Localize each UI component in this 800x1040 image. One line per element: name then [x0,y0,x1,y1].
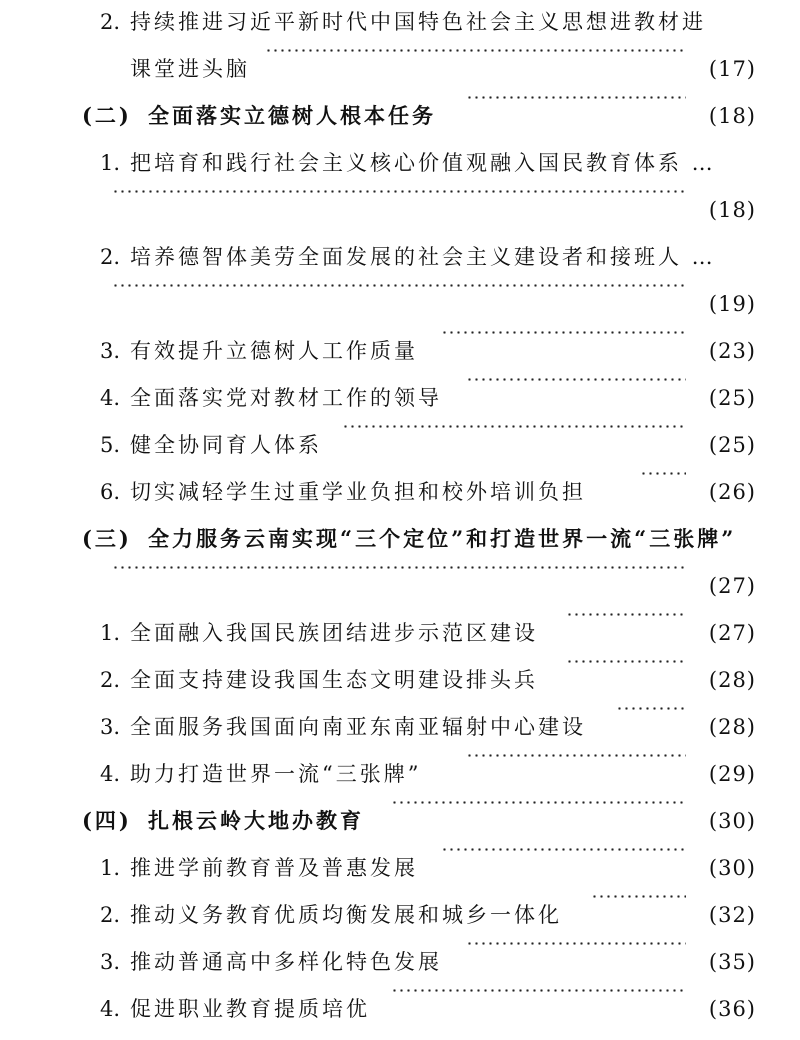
entry-title: 把培育和践行社会主义核心价值观融入国民教育体系 … [130,151,716,175]
dot-leader [616,707,686,710]
entry-number: 3. [100,715,121,739]
entry-number: 4. [100,386,121,410]
dot-leader [441,848,686,851]
toc-entry-continued [0,190,800,230]
entry-number: 1. [100,151,121,175]
toc-entry [0,895,800,935]
page-number: (27) [708,574,756,598]
toc-entry [0,848,800,888]
entry-title: 课堂进头脑 [130,57,250,81]
page-number: (18) [708,198,756,222]
dot-leader [441,331,686,334]
toc-section [0,96,800,136]
dot-leader [466,378,686,381]
entry-title: 全面支持建设我国生态文明建设排头兵 [130,668,538,692]
entry-number: 4. [100,762,121,786]
toc-entry [0,237,800,277]
dot-leader [466,754,686,757]
section-number: (四) [82,808,132,833]
toc-entry [0,472,800,512]
toc-entry-continued [0,284,800,324]
toc-entry [0,425,800,465]
dot-leader [112,190,686,193]
entry-title: 推动义务教育优质均衡发展和城乡一体化 [130,903,562,927]
page-number: (18) [708,104,756,128]
entry-title: 推进学前教育普及普惠发展 [130,856,418,880]
page-number: (35) [708,950,756,974]
entry-title: 持续推进习近平新时代中国特色社会主义思想进教材进 [130,10,706,34]
entry-number: 3. [100,339,121,363]
page-number: (23) [708,339,756,363]
toc-entry [0,613,800,653]
toc-entry [0,143,800,183]
page-number: (19) [708,292,756,316]
dot-leader [342,425,686,428]
entry-number: 2. [100,10,121,34]
dot-leader [466,96,686,99]
dot-leader [265,49,685,52]
dot-leader [591,895,686,898]
page-number: (25) [708,386,756,410]
toc-section [0,519,800,559]
toc-entry [0,989,800,1029]
toc-entry [0,942,800,982]
toc-entry [0,331,800,371]
entry-number: 2. [100,903,121,927]
dot-leader [112,284,686,287]
entry-title: 助力打造世界一流“三张牌” [130,762,422,786]
page-number: (36) [708,997,756,1021]
entry-title: 推动普通高中多样化特色发展 [130,950,442,974]
page-number: (28) [708,715,756,739]
entry-number: 6. [100,480,121,504]
entry-number: 2. [100,245,121,269]
toc-section [0,801,800,841]
dot-leader [391,801,686,804]
entry-number: 1. [100,856,121,880]
entry-number: 1. [100,621,121,645]
section-number: (三) [82,526,132,551]
entry-number: 3. [100,950,121,974]
entry-number: 5. [100,433,121,457]
entry-title: 切实减轻学生过重学业负担和校外培训负担 [130,480,586,504]
dot-leader [391,989,686,992]
toc-entry [0,49,800,89]
toc-entry [0,707,800,747]
entry-title: 培养德智体美劳全面发展的社会主义建设者和接班人 … [130,245,716,269]
toc-entry [0,754,800,794]
entry-title: 有效提升立德树人工作质量 [130,339,418,363]
toc-section-continued [0,566,800,606]
entry-title: 全面落实党对教材工作的领导 [130,386,442,410]
dot-leader [112,566,686,569]
section-title: 全力服务云南实现“三个定位”和打造世界一流“三张牌” [148,526,737,551]
dot-leader [566,660,686,663]
section-title: 全面落实立德树人根本任务 [148,103,436,128]
page-number: (30) [708,856,756,880]
toc-entry [0,378,800,418]
section-number: (二) [82,103,132,128]
page-number: (27) [708,621,756,645]
page-number: (26) [708,480,756,504]
entry-title: 促进职业教育提质培优 [130,997,370,1021]
toc-entry [0,2,800,42]
page-number: (30) [708,809,756,833]
page-number: (17) [708,57,756,81]
section-title: 扎根云岭大地办教育 [148,808,364,833]
page-number: (28) [708,668,756,692]
toc-entry [0,660,800,700]
entry-title: 健全协同育人体系 [130,433,322,457]
dot-leader [640,472,686,475]
dot-leader [566,613,686,616]
page-number: (25) [708,433,756,457]
entry-number: 4. [100,997,121,1021]
dot-leader [466,942,686,945]
entry-number: 2. [100,668,121,692]
page-number: (32) [708,903,756,927]
page-number: (29) [708,762,756,786]
entry-title: 全面融入我国民族团结进步示范区建设 [130,621,538,645]
entry-title: 全面服务我国面向南亚东南亚辐射中心建设 [130,715,586,739]
